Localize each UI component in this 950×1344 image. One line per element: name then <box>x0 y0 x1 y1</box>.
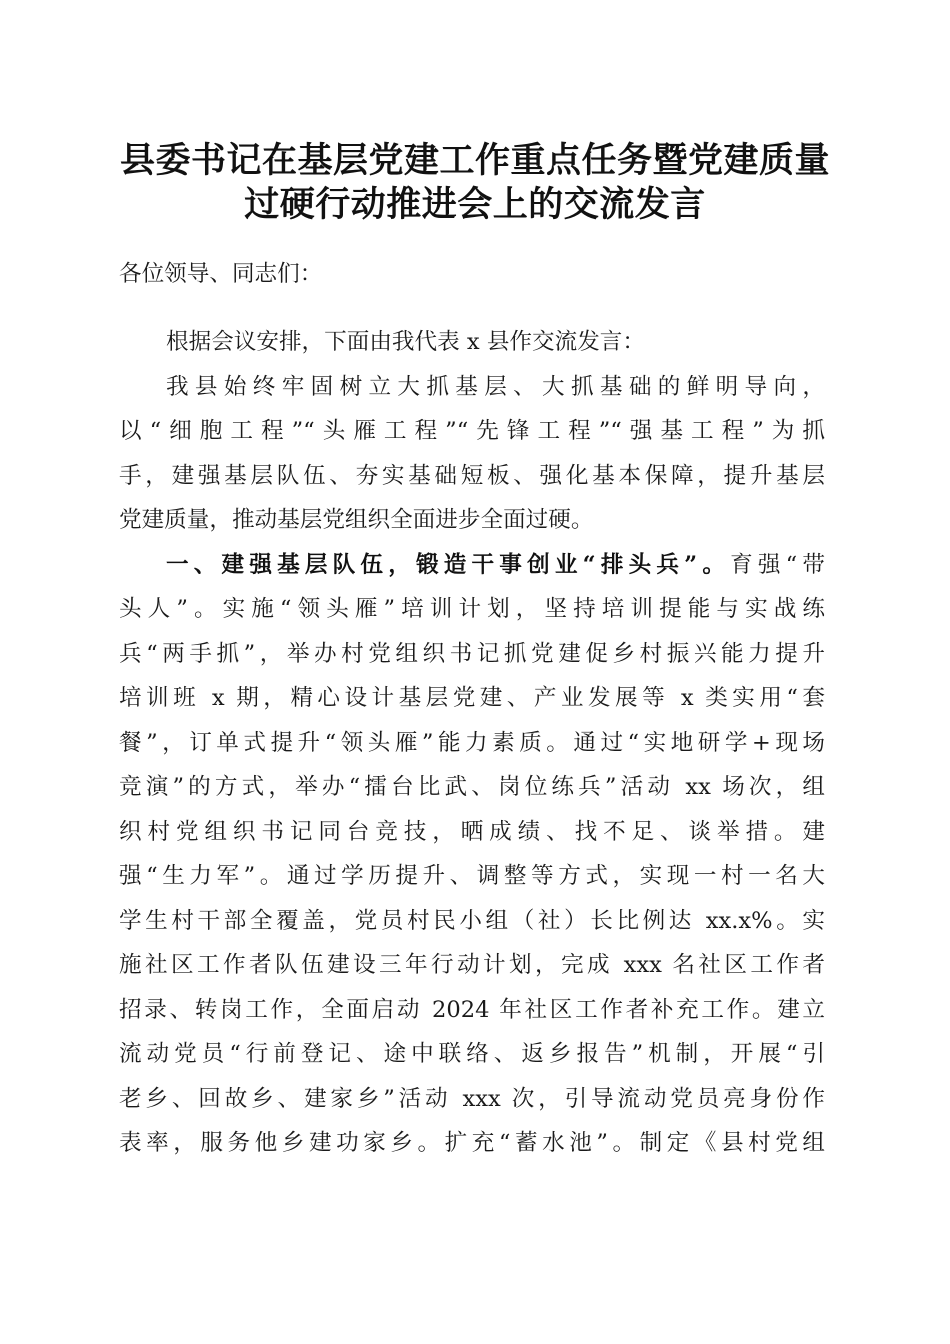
paragraph-line: 头人”。实施“领头雁”培训计划，坚持培训提能与实战练 <box>119 596 825 622</box>
paragraph-line: 表率，服务他乡建功家乡。扩充“蓄水池”。制定《县村党组 <box>119 1130 825 1156</box>
document-title-line-2: 过硬行动推进会上的交流发言 <box>244 184 706 225</box>
paragraph-line: 施社区工作者队伍建设三年行动计划，完成 xxx 名社区工作者 <box>119 952 825 978</box>
document-title-line-1: 县委书记在基层党建工作重点任务暨党建质量 <box>119 140 830 181</box>
paragraph-line: 学生村干部全覆盖，党员村民小组（社）长比例达 xx.x%。实 <box>119 908 825 934</box>
paragraph-line: 我县始终牢固树立大抓基层、大抓基础的鲜明导向， <box>166 374 825 400</box>
paragraph-line: 招录、转岗工作，全面启动 2024 年社区工作者补充工作。建立 <box>119 997 825 1023</box>
paragraph-line: 培训班 x 期，精心设计基层党建、产业发展等 x 类实用“套 <box>119 685 825 711</box>
paragraph-line: 以“细胞工程”“头雁工程”“先锋工程”“强基工程”为抓 <box>119 418 825 444</box>
paragraph-line: 兵“两手抓”，举办村党组织书记抓党建促乡村振兴能力提升 <box>119 641 825 667</box>
paragraph-line: 党建质量，推动基层党组织全面进步全面过硬。 <box>119 507 594 533</box>
paragraph-line: 流动党员“行前登记、途中联络、返乡报告”机制，开展“引 <box>119 1041 825 1067</box>
paragraph-line: 手，建强基层队伍、夯实基础短板、强化基本保障，提升基层 <box>119 463 825 489</box>
paragraph-line: 强“生力军”。通过学历提升、调整等方式，实现一村一名大 <box>119 863 825 889</box>
paragraph-line: 根据会议安排，下面由我代表 x 县作交流发言： <box>166 329 645 355</box>
section-heading-line <box>166 543 825 588</box>
paragraph-run: 育强“带 <box>730 552 825 578</box>
paragraph-line: 竞演”的方式，举办“擂台比武、岗位练兵”活动 xx 场次，组 <box>119 774 825 800</box>
salutation: 各位领导、同志们： <box>119 261 323 287</box>
section-heading: 一、建强基层队伍，锻造干事创业“排头兵”。 <box>166 552 731 578</box>
paragraph-line: 餐”，订单式提升“领头雁”能力素质。通过“实地研学+现场 <box>119 730 825 756</box>
paragraph-line: 老乡、回故乡、建家乡”活动 xxx 次，引导流动党员亮身份作 <box>119 1086 825 1112</box>
paragraph-line: 织村党组织书记同台竞技，晒成绩、找不足、谈举措。建 <box>119 819 825 845</box>
